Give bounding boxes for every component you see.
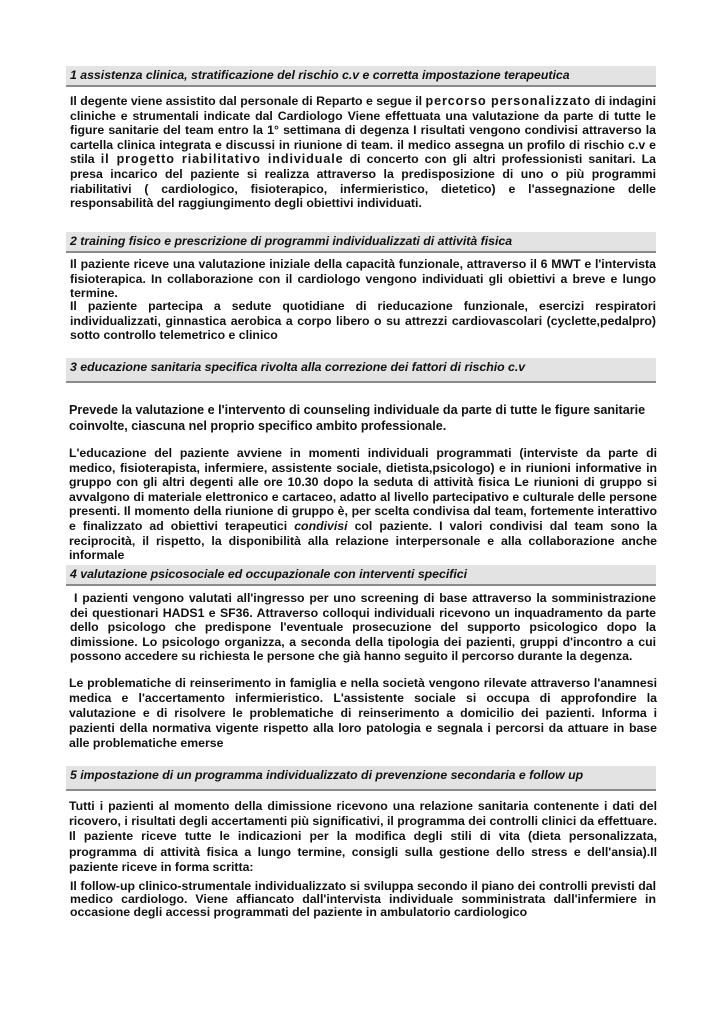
s3-text-c: col paziente. I valori condivisi dal team sono la reciprocità, il rispetto, la disponibilità alla relazione interpersonale e alla collaborazione anche informale (69, 518, 657, 563)
section-3-paragraph-2 (69, 446, 657, 563)
section-4-paragraph-2: Le problematiche di reinserimento in famiglia e nella società vengono rilevate attraverso l'anamnesi medica e l'accertamento infermieristico. L'assistente sociale si occupa di approfondire la valutazione e di risolvere le problematiche di reinserimento a domicilio dei pazienti. Informa i pazienti della normativa vigente rispetto alla loro patologia e segnala i percorsi da attuare in base alle problematiche emerse (69, 676, 657, 750)
section-1-paragraph (70, 94, 656, 211)
section-5-paragraph-2: Il follow-up clinico-strumentale individualizzato si sviluppa secondo il piano dei controlli previsti dal medico cardiologo. Viene affiancato dall'intervista individuale somministrata dall'infermiere in occasione degli accessi programmati del paziente in ambulatorio cardiologico (70, 879, 656, 920)
section-2-paragraph-2: Il paziente partecipa a sedute quotidiane di rieducazione funzionale, esercizi respiratori individualizzati, ginnastica aerobica a corpo libero o su attrezzi cardiovascolari (cyclette,pedalpro) sotto controllo telemetrico e clinico (70, 299, 656, 343)
section-2-heading: 2 training fisico e prescrizione di programmi individualizzati di attività fisica (66, 232, 656, 253)
section-3-heading: 3 educazione sanitaria specifica rivolta alla correzione dei fattori di rischio c.v (66, 358, 656, 383)
section-5-heading: 5 impostazione di un programma individualizzato di prevenzione secondaria e follow up (66, 766, 656, 791)
section-5-paragraph-1: Tutti i pazienti al momento della dimissione ricevono una relazione sanitaria contenente i dati del ricovero, i risultati degli accertamenti più significativi, il programma dei controlli clinici da effettuare. Il paziente riceve tutte le indicazioni per la modifica degli stili di vita (dieta personalizzata, programma di attività fisica a lungo termine, consigli sulla gestione dello stress e dell'ansia).Il paziente riceve in forma scritta: (69, 799, 657, 874)
s1-emphasis-progetto: il progetto riabilitativo individuale (100, 152, 344, 167)
s1-emphasis-percorso: percorso personalizzato (425, 94, 592, 108)
section-2-paragraph-1: Il paziente riceve una valutazione iniziale della capacità funzionale, attraverso il 6 MWT e l'intervista fisioterapica. In collaborazione con il cardiologo vengono individuati gli obiettivi a breve e lungo termine. (70, 257, 656, 301)
s1-text-e: di concerto con gli altri professionisti sanitari. La presa incarico del paziente si realizza attraverso la predisposizione di uno o più programmi riabilitativi ( cardiologico, fisioterapico, infermieristico, dietetico) e l'assegnazione delle responsabilità del raggiungimento degli obiettivi individuati. (70, 152, 656, 211)
section-3-paragraph-1: Prevede la valutazione e l'intervento di counseling individuale da parte di tutte le figure sanitarie coinvolte, ciascuna nel proprio specifico ambito professionale. (69, 403, 646, 433)
section-1-heading: 1 assistenza clinica, stratificazione del rischio c.v e corretta impostazione terapeutica (66, 66, 656, 87)
s3-italic-condivisi: condivisi (294, 518, 348, 533)
s3-text-a: L'educazione del paziente avviene in momenti individuali programmati (interviste da parte di medico, fisioterapista, infermiere, assistente sociale, dietista,psicologo) e in riunioni informative in gruppo con gli altri degenti alle ore 10.30 dopo la seduta di attività fisica Le riunioni di gruppo si avvalgono di materiale elettronico e cartaceo, adatto al livello partecipativo e culturale delle persone presenti. Il momento della riunione di gruppo è, per scelta condivisa dal team, fortemente interattivo e finalizzato ad obiettivi terapeutici (69, 446, 657, 533)
section-4-heading: 4 valutazione psicosociale ed occupazionale con interventi specifici (66, 565, 656, 586)
s1-text-c: di indagini cliniche e strumentali indicate dal Cardiologo Viene effettuata una valutazione da parte di tutte le figure sanitarie del team entro la 1° settimana di degenza I risultati vengono condivisi attraverso la cartella clinica integrata e discussi in riunione di team. il medico assegna un profilo di rischio c.v e stila (70, 94, 656, 167)
section-4-paragraph-1: I pazienti vengono valutati all'ingresso per uno screening di base attraverso la somministrazione dei questionari HADS1 e SF36. Attraverso colloqui individuali ricevono un inquadramento da parte dello psicologo che predispone l'eventuale prosecuzione del supporto psicologico dopo la dimissione. Lo psicologo organizza, a seconda della tipologia dei pazienti, gruppi d'incontro a cui possono accedere su richiesta le persone che già hanno seguito il percorso durante la degenza. (70, 591, 656, 664)
s1-text-a: Il degente viene assistito dal personale di Reparto e segue il (70, 94, 426, 108)
